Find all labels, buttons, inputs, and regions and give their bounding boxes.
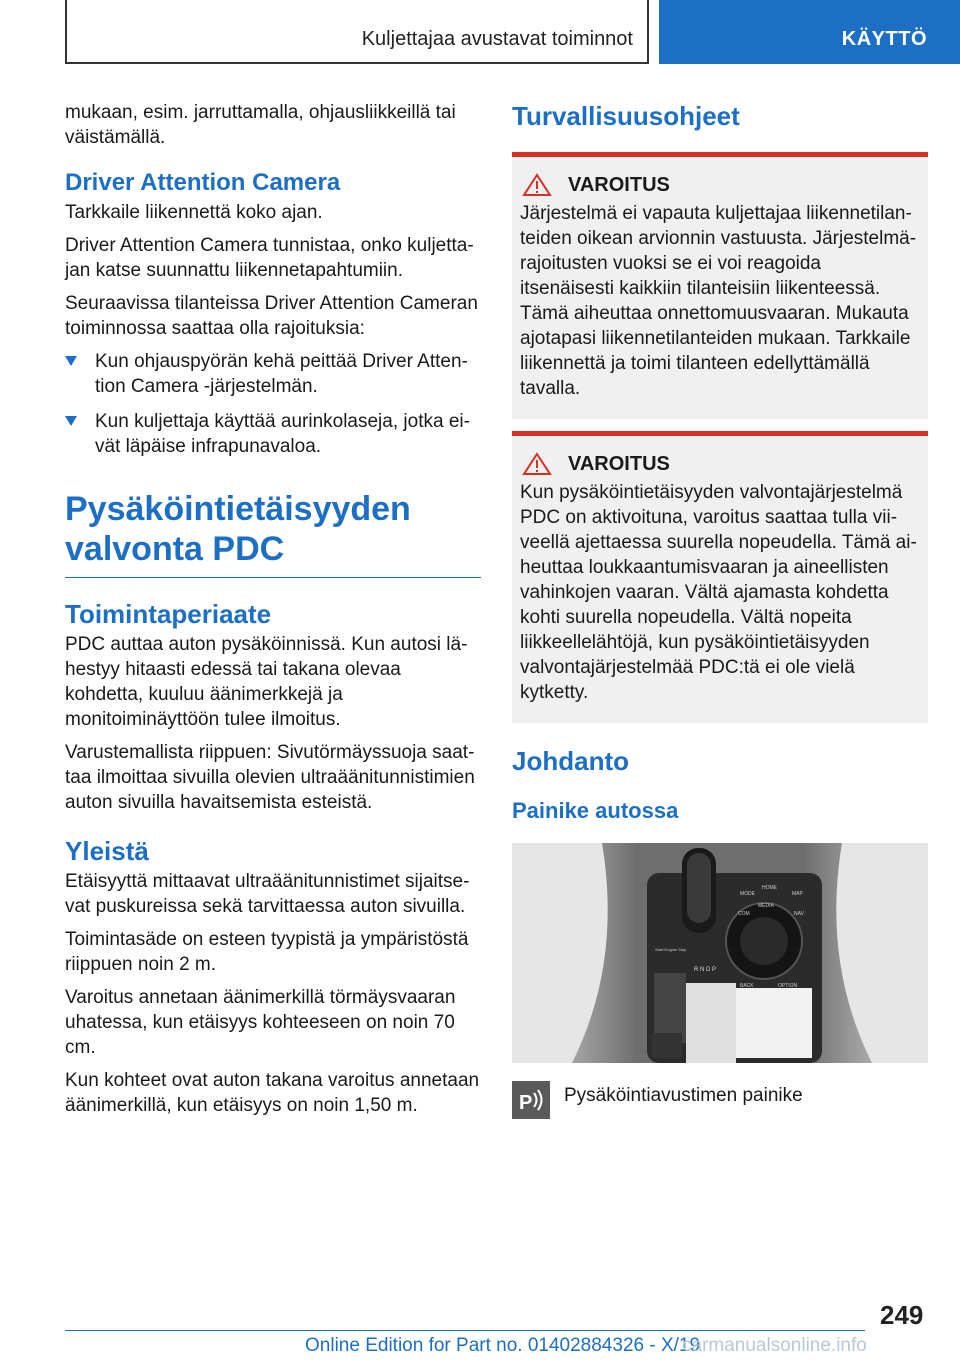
footer-watermark: carmanualsonline.info — [682, 1335, 867, 1356]
principle-paragraph-2: Varustemallista riippuen: Sivutörmäyssuoja saattaa ilmoittaa sivuilla olevien ultraäänitunnistimien auton sivuilla havaitsemista esteistä. — [65, 742, 475, 813]
page-number: 249 — [880, 1300, 924, 1330]
footer-divider — [65, 1330, 865, 1331]
warning-box — [512, 431, 928, 723]
warning-text: Kun pysäköintietäisyyden valvontajärjestelmä PDC on aktivoituna, varoitus saattaa tulla viiveellä ajettaessa suurella nopeudella. Tämä aiheuttaa loukkaantumisvaaran ja aineellisten vahinkojen vaaran. Vältä ajamasta kohdetta kohti suurella nopeudella. Vältä nopeita liikkeellelähtöjä, kun pysäköintietäisyyden valvontajärjestelmää PDC:tä ei ole vielä kytketty. — [520, 482, 917, 703]
warning-title: VAROITUS — [568, 452, 670, 475]
general-paragraph-3: Varoitus annetaan äänimerkillä törmäysvaaran uhatessa, kun etäisyys kohteeseen on noin 70 cm. — [65, 987, 456, 1058]
heading-principle: Toimintaperiaate — [65, 599, 272, 629]
heading-button-in-car: Painike autossa — [512, 798, 679, 823]
right-column — [512, 100, 928, 1119]
svg-text:P: P — [519, 1092, 533, 1114]
home-label: HOME — [762, 885, 777, 891]
general-paragraph-1: Etäisyyttä mittaavat ultraäänitunnistimet sijaitsevat puskureissa sekä tarvittaessa auton sivuilla. — [65, 871, 470, 917]
section-tab — [659, 0, 960, 64]
heading-driver-attention-camera: Driver Attention Camera — [65, 169, 341, 196]
parking-assistant-icon — [512, 1081, 550, 1119]
general-paragraph-4: Kun kohteet ovat auton takana varoitus annetaan äänimerkillä, kun etäisyys on noin 1,50 m. — [65, 1070, 480, 1116]
media-label: MEDIA — [758, 903, 774, 909]
header-chapter-box — [65, 0, 649, 64]
dac-paragraph-1: Tarkkaile liikennettä koko ajan. — [65, 202, 323, 223]
dac-paragraph-2: Driver Attention Camera tunnistaa, onko kuljettajan katse suunnattu liikennetapahtumiin. — [65, 235, 474, 281]
mode-label: MODE — [740, 891, 755, 897]
image-caption: Pysäköintiavustimen painike — [564, 1085, 803, 1106]
chapter-title: Kuljettajaa avustavat toiminnot — [361, 28, 633, 50]
list-item-text: Kun kuljettaja käyttää aurinkolaseja, jotka eivät läpäise infrapunavaloa. — [95, 411, 470, 457]
triangle-bullet-icon — [65, 356, 77, 366]
list-item-text: Kun ohjauspyörän kehä peittää Driver Attention Camera -järjestelmän. — [95, 351, 468, 397]
nav-label: NAV — [794, 911, 804, 917]
triangle-bullet-icon — [65, 416, 77, 426]
list-item — [65, 349, 481, 399]
map-label: MAP — [792, 891, 803, 897]
gear-labels: R N D P — [694, 967, 717, 973]
general-paragraph-2: Toimintasäde on esteen tyypistä ja ympäristöstä riippuen noin 2 m. — [65, 929, 469, 975]
intro-paragraph: mukaan, esim. jarruttamalla, ohjausliikkeillä tai väistämällä. — [65, 102, 456, 148]
back-label: BACK — [740, 983, 754, 989]
warning-triangle-icon — [522, 173, 552, 197]
footer-edition: Online Edition for Part no. 01402884326 - X/19 — [305, 1335, 701, 1356]
heading-introduction: Johdanto — [512, 746, 629, 776]
dac-paragraph-3: Seuraavissa tilanteissa Driver Attention Cameran toiminnossa saattaa olla rajoituksia: — [65, 293, 478, 339]
warning-box — [512, 152, 928, 419]
heading-safety: Turvallisuusohjeet — [512, 101, 740, 131]
heading-pdc: Pysäköintietäisyyden valvonta PDC — [65, 489, 481, 578]
principle-paragraph-1: PDC auttaa auton pysäköinnissä. Kun autosi lähestyy hitaasti edessä tai takana olevaa kohdetta, kuuluu äänimerkkejä ja monitoiminäyttöön tulee ilmoitus. — [65, 634, 468, 730]
start-stop-label: Start Engine Stop — [655, 947, 687, 952]
dac-limitations-list — [65, 349, 481, 459]
list-item — [65, 409, 481, 459]
heading-general: Yleistä — [65, 836, 149, 866]
section-tab-label: KÄYTTÖ — [841, 28, 927, 50]
option-label: OPTION — [778, 983, 798, 989]
left-column — [65, 100, 481, 1126]
com-label: COM — [738, 911, 750, 917]
warning-text: Järjestelmä ei vapauta kuljettajaa liikennetilanteiden oikean arvionnin vastuusta. Järjestelmärajoitusten vuoksi se ei voi reagoida itsenäisesti kaikkiin tilanteisiin liikenteessä. Tämä aiheuttaa onnettomuusvaaran. Mukauta ajotapasi liikennetilanteiden mukaan. Tarkkaile liikennettä ja toimi tilanteen edellyttämällä tavalla. — [520, 203, 917, 399]
center-console-photo — [512, 843, 928, 1063]
warning-triangle-icon — [522, 452, 552, 476]
warning-title: VAROITUS — [568, 173, 670, 196]
center-console-illustration — [512, 843, 928, 1063]
